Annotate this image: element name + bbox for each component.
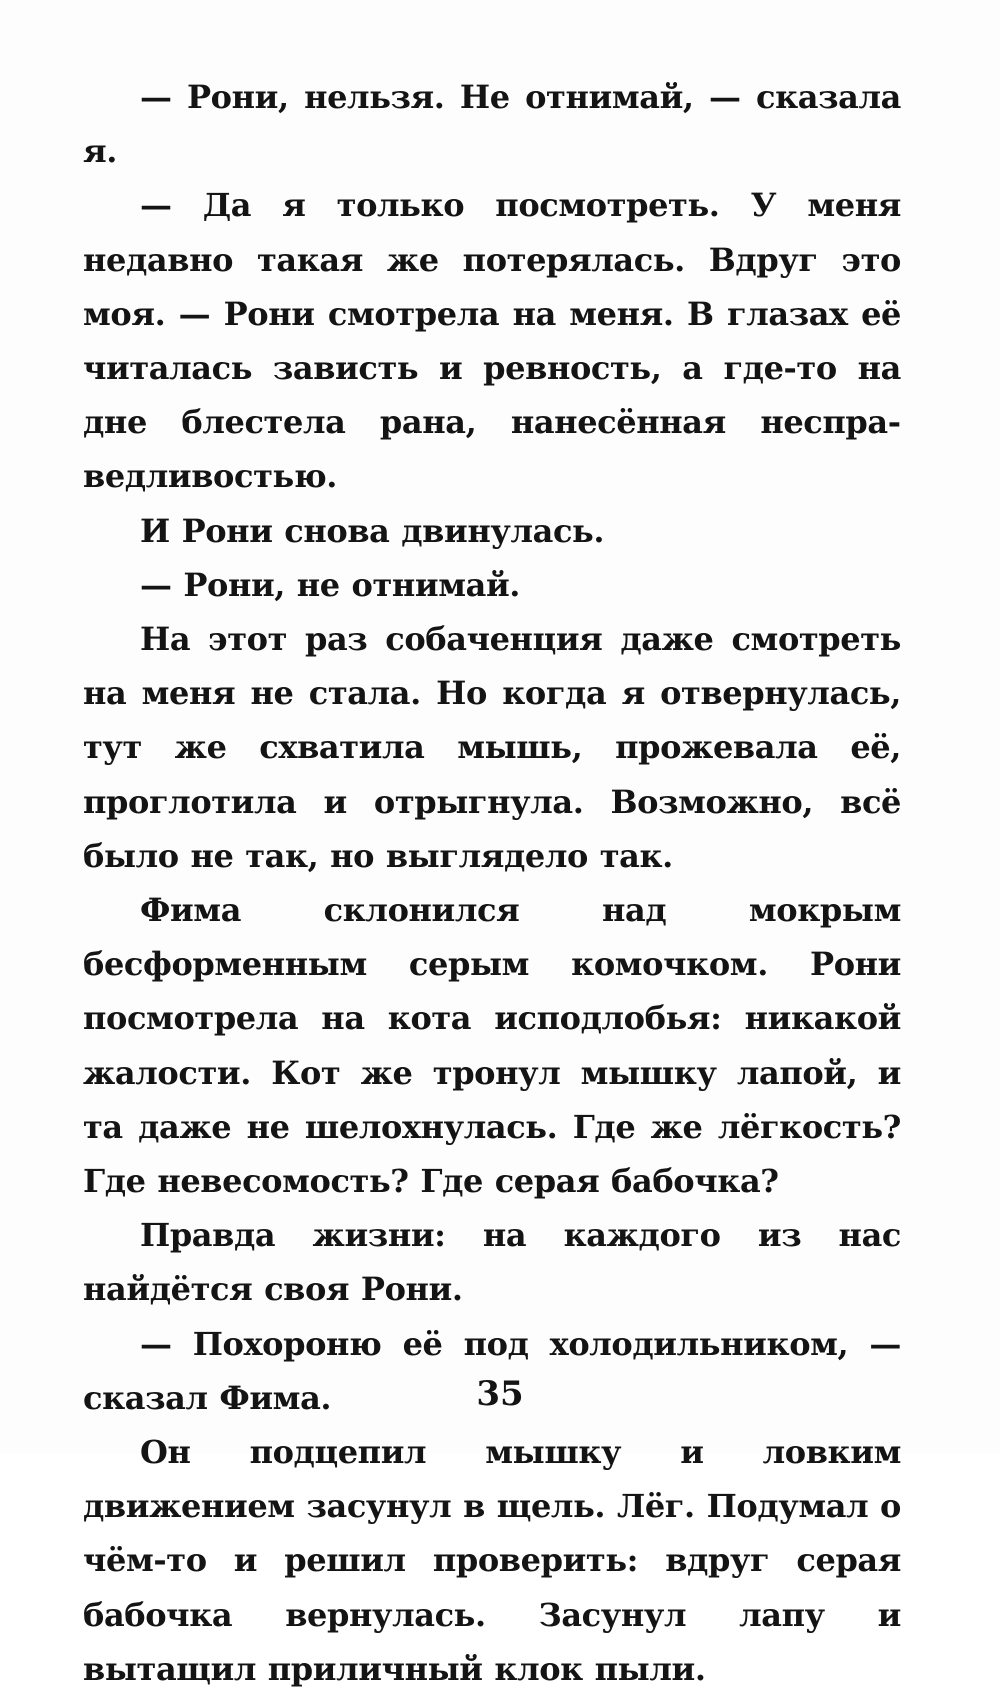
paragraph: — Похороню её под холодильником, — сказал Фима.: [83, 1324, 901, 1417]
paragraph: — Рони, нельзя. Не отнимай, — сказала я.: [83, 78, 901, 171]
body-text: [83, 70, 901, 1696]
paragraph: Он подцепил мышку и ловким движением засунул в щель. Лёг. Подумал о чём-то и решил проверить: вдруг серая бабочка вернулась. Засунул лапу и вытащил приличный клок пыли.: [83, 1433, 901, 1688]
paragraph: Фима склонился над мокрым бесформенным серым комочком. Рони посмотрела на кота исподлобья: никакой жалости. Кот же тронул мышку лапой, и та даже не шелохнулась. Где же лёгкость? Где невесомость? Где серая бабочка?: [83, 891, 901, 1201]
paragraph: На этот раз собаченция даже смотреть на меня не стала. Но когда я отвернулась, тут же схватила мышь, прожевала её, проглотила и отрыгнула. Возможно, всё было не так, но выглядело так.: [83, 620, 901, 875]
paragraph: Правда жизни: на каждого из нас найдётся своя Рони.: [83, 1216, 901, 1309]
page-number: 35: [476, 1374, 524, 1414]
paragraph: И Рони снова двинулась.: [140, 511, 605, 550]
paragraph: — Да я только посмотреть. У меня недавно такая же потерялась. Вдруг это моя. — Рони смотрела на меня. В глазах её читалась зависть и ревность, а где-то на дне блестела рана, нанесённая несправедливостью.: [83, 186, 901, 496]
paragraph: — Рони, не отнимай.: [140, 565, 521, 604]
